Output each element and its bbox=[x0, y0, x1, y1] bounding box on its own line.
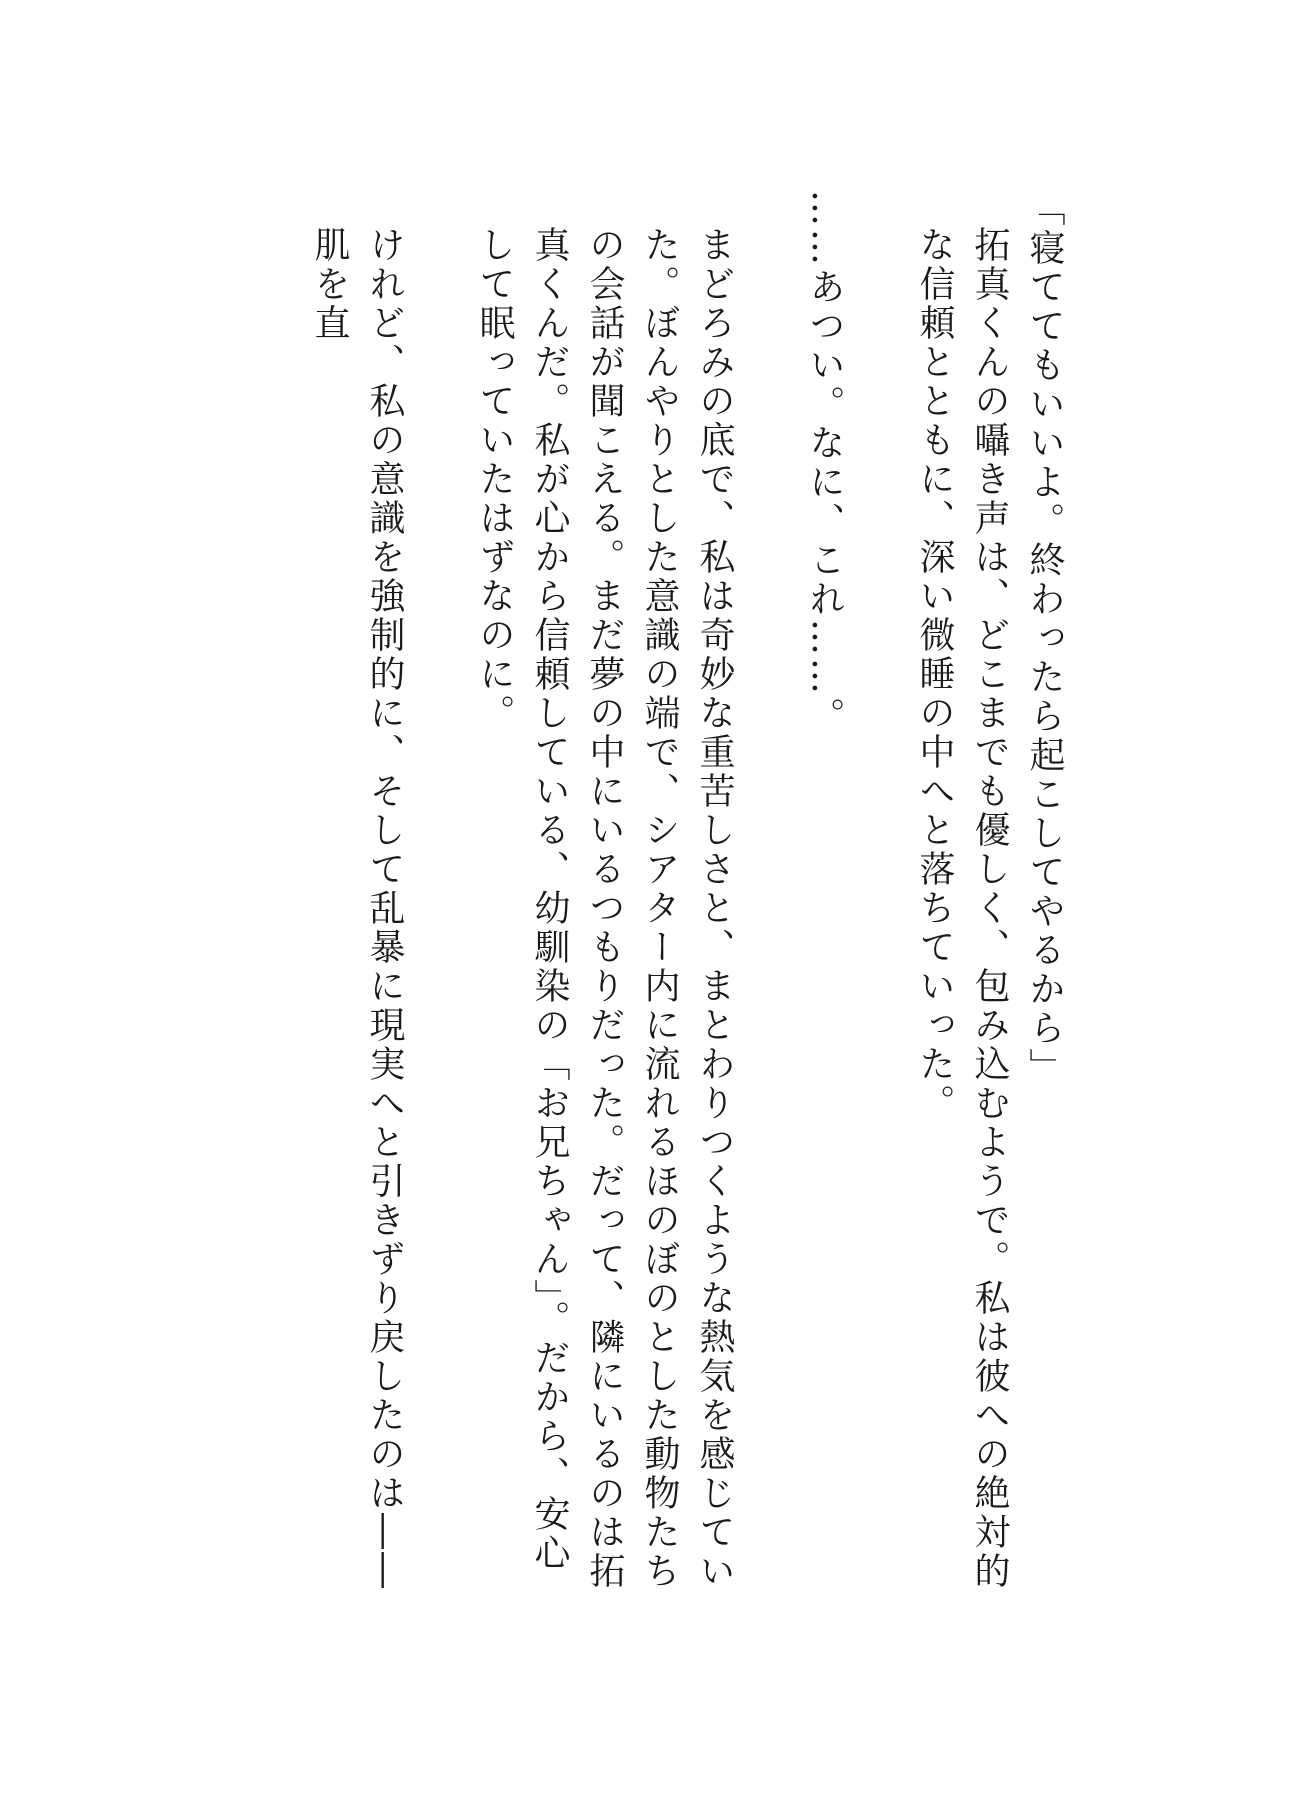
paragraph-hot: ……あつい。なに、これ……。 bbox=[804, 190, 845, 736]
paragraph-whisper: 拓真くんの囁き声は、どこまでも優しく、包み込むようで。私は彼への絶対的な信頼とともに、深い微睡の中へと落ちていった。 bbox=[914, 226, 1010, 1591]
paragraph-dialogue: 「寝ててもいいよ。終わったら起こしてやるから」 bbox=[1024, 190, 1065, 1087]
vertical-text-body bbox=[247, 190, 1072, 1610]
paragraph-drowsy: まどろみの底で、私は奇妙な重苦しさと、まとわりつくような熱気を感じていた。ぼんやりとした意識の端で、シアター内に流れるほのぼのとした動物たちの会話が聞こえる。まだ夢の中にいるつもりだった。だって、隣にいるのは拓真くんだ。私が心から信頼している、幼馴染の「お兄ちゃん」。だから、安心して眠っていたはずなのに。 bbox=[474, 226, 735, 1591]
paragraph-however: けれど、私の意識を強制的に、そして乱暴に現実へと引きずり戻したのは――肌を直 bbox=[309, 226, 405, 1591]
